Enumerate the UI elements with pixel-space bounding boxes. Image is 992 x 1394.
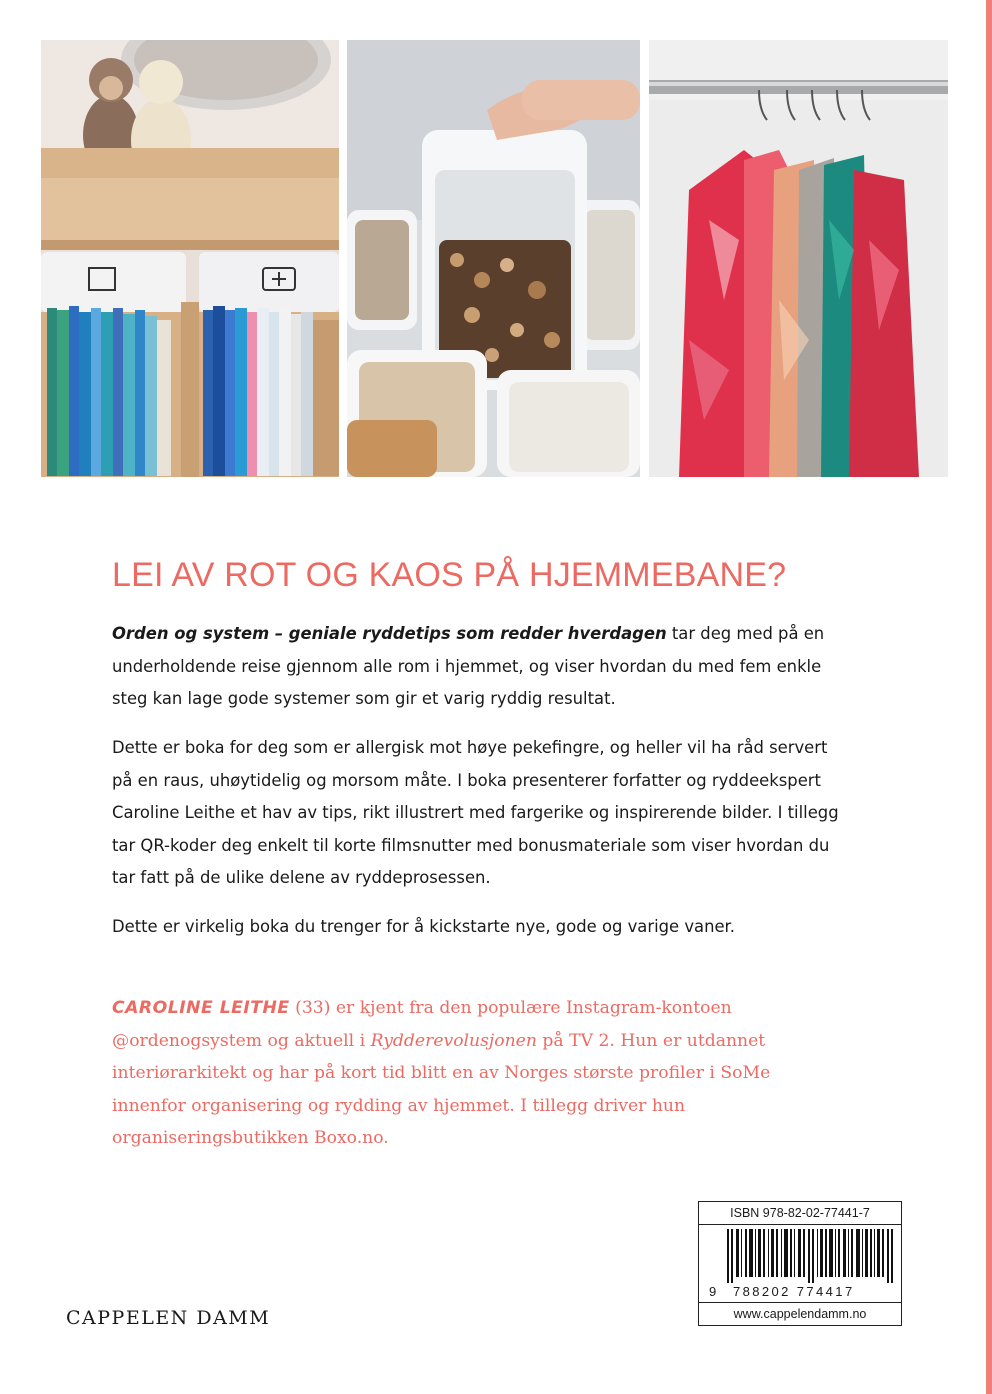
intro-text: tar deg med på en underholdende reise gjennom alle rom i hjemmet, og viser hvordan du med fem enkle steg kan lage gode systemer som gir et varig ryddig resultat. — [112, 624, 825, 708]
spine-edge — [986, 0, 992, 1394]
tv-show-title: Rydderevolusjonen — [370, 1030, 537, 1051]
isbn-number: ISBN 978-82-02-77441-7 — [699, 1202, 901, 1225]
photo-pantry-containers — [347, 40, 640, 477]
publisher-logo: CAPPELEN DAMM — [66, 1307, 271, 1329]
headline: LEI AV ROT OG KAOS PÅ HJEMMEBANE? — [112, 556, 787, 594]
closing-paragraph: Dette er virkelig boka du trenger for å kickstarte nye, gode og varige vaner. — [112, 917, 735, 936]
description-paragraph: Dette er boka for deg som er allergisk mot høye pekefingre, og heller vil ha råd servert på en raus, uhøytidelig og morsom måte. I boka presenterer forfatter og ryddeekspert Caroline Leithe et hav av tips, rikt illustrert med fargerike og inspirerende bilder. I tillegg tar QR-koder deg enkelt til korte filmsnutter med bonusmateriale som viser hvordan du tar fatt på de ulike delene av ryddeprosessen. — [112, 738, 839, 887]
barcode-first-digit: 9 — [709, 1284, 717, 1299]
book-title: Orden og system – geniale ryddetips som redder hverdagen — [112, 624, 667, 643]
barcode-bars — [727, 1229, 895, 1283]
bio-text-1: (33) er kjent fra den populære Instagram-kontoen @ordenogsystem og aktuell i — [112, 998, 732, 1051]
barcode-digits: 788202 774417 — [733, 1284, 855, 1299]
isbn-barcode — [698, 1201, 902, 1326]
photo-kids-shelf — [41, 40, 339, 477]
author-bio — [112, 992, 832, 1155]
bio-text-2: på TV 2. Hun er utdannet interiørarkitekt og har på kort tid blitt en av Norges største profiler i SoMe innenfor organisering og rydding av hjemmet. I tillegg driver hun organiseringsbutikken Boxo.no. — [112, 1030, 771, 1148]
author-name: CAROLINE LEITHE — [112, 998, 290, 1018]
photo-clothes-rail — [649, 40, 948, 477]
intro-paragraph — [112, 618, 852, 716]
publisher-url: www.cappelendamm.no — [699, 1302, 901, 1325]
